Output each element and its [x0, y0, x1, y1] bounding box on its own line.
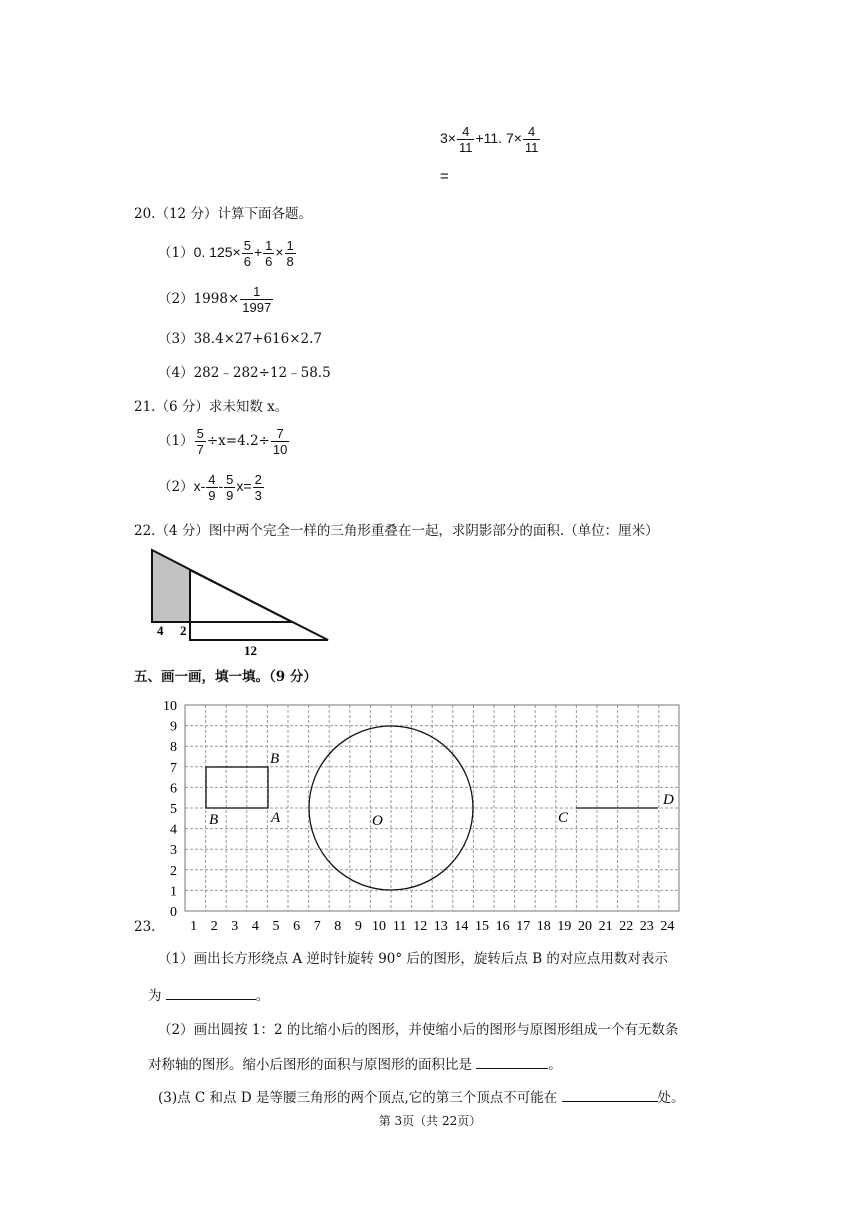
x-tick-label: 3	[231, 919, 239, 934]
x-axis-labels	[190, 919, 674, 934]
label-12: 12	[244, 643, 257, 658]
label-d: D	[663, 792, 674, 808]
y-tick-label: 8	[170, 740, 177, 756]
y-tick-label: 7	[170, 760, 177, 776]
x-tick-label: 15	[475, 919, 489, 934]
answer-blank-2[interactable]	[476, 1054, 548, 1069]
q20-item-3: （3）38.4×27+616×2.7	[158, 331, 323, 347]
q23-sub3: (3)点 C 和点 D 是等腰三角形的两个顶点,它的第三个顶点不可能在 处。	[158, 1087, 685, 1107]
x-tick-label: 20	[578, 919, 592, 934]
y-tick-label: 6	[170, 781, 177, 797]
x-tick-label: 24	[660, 919, 675, 934]
x-tick-label: 21	[598, 919, 613, 934]
answer-blank-1[interactable]	[166, 985, 256, 1000]
x-tick-label: 16	[495, 919, 510, 934]
label-a: A	[271, 810, 281, 826]
q23-sub2-line2: 对称轴的图形。缩小后图形的面积与原图形的面积比是 。	[148, 1054, 562, 1074]
q21-header: 21.（6 分）求未知数 x。	[134, 399, 289, 415]
q21-item-2: （2）x- $\frac{4}{9}$ - $\frac{5}{9}$ x= $\frac{2}{3}$	[158, 472, 262, 503]
y-tick-label: 1	[170, 884, 177, 900]
x-tick-label: 9	[354, 919, 362, 934]
label-c: C	[558, 810, 569, 826]
q23-sub1-line1: （1）画出长方形绕点 A 逆时针旋转 90° 后的图形，旋转后点 B 的对应点用数对表示	[158, 951, 668, 967]
x-tick-label: 7	[313, 919, 321, 934]
x-tick-label: 17	[516, 919, 531, 934]
q21-item-1: （1） $\frac{5}{7}$ ÷x=4.2÷ $\frac{7}{10}$	[158, 426, 288, 457]
x-tick-label: 13	[433, 919, 448, 934]
y-tick-label: 5	[170, 802, 177, 817]
x-tick-label: 10	[372, 919, 386, 934]
x-tick-label: 4	[251, 919, 259, 934]
label-b-bottom: B	[209, 812, 219, 828]
x-tick-label: 1	[190, 919, 198, 934]
x-tick-label: 18	[536, 919, 551, 934]
y-tick-label: 9	[170, 719, 177, 735]
q20-item-2: （2）1998× $\frac{1}{1997}$	[158, 284, 272, 315]
q23-sub1-line2: 为 。	[148, 985, 269, 1005]
grid-figure	[150, 694, 700, 934]
y-tick-label: 4	[170, 822, 177, 838]
x-tick-label: 19	[557, 919, 572, 934]
x-tick-label: 2	[210, 919, 218, 934]
expr-part: +11. 7×	[475, 130, 522, 147]
triangle-2	[190, 570, 328, 640]
q20-header: 20.（12 分）计算下面各题。	[134, 206, 312, 222]
label-2: 2	[180, 623, 187, 638]
q20-item-4: （4）282﹣282÷12﹣58.5	[158, 365, 331, 381]
q20-item-1: （1）0. 125× $\frac{5}{6}$ + $\frac{1}{6}$ × $\frac{1}{8}$	[158, 238, 294, 269]
y-tick-label: 2	[170, 863, 177, 879]
x-tick-label: 6	[293, 919, 301, 934]
label-4: 4	[157, 623, 164, 638]
x-tick-label: 23	[639, 919, 654, 934]
q23-sub2-line1: （2）画出圆按 1：2 的比缩小后的图形，并使缩小后的图形与原图形组成一个有无数条	[158, 1022, 679, 1038]
answer-blank-3[interactable]	[562, 1087, 658, 1102]
top-expression	[440, 124, 541, 155]
q23-number: 23.	[134, 919, 156, 935]
label-b-top: B	[270, 751, 280, 767]
fraction: $\frac{4}{11}$	[524, 124, 539, 155]
x-tick-label: 14	[454, 919, 469, 934]
section-title: 五、画一画，填一填。（9 分）	[134, 669, 317, 685]
y-tick-label: 10	[163, 699, 177, 714]
fraction: $\frac{4}{11}$	[458, 124, 473, 155]
expr-part: 3×	[440, 130, 456, 147]
label-o: O	[372, 813, 383, 829]
page-footer: 第 3页（共 22页）	[378, 1114, 482, 1128]
x-tick-label: 12	[413, 919, 428, 934]
y-tick-label: 0	[170, 905, 177, 920]
x-tick-label: 5	[272, 919, 280, 934]
q22-header: 22.（4 分）图中两个完全一样的三角形重叠在一起，求阴影部分的面积.（单位：厘米）	[134, 523, 659, 539]
x-tick-label: 8	[334, 919, 342, 934]
y-axis-labels	[163, 699, 177, 920]
triangle-figure	[140, 544, 340, 660]
x-tick-label: 11	[392, 919, 407, 934]
equals-sign: =	[440, 168, 449, 185]
y-tick-label: 3	[170, 843, 177, 859]
x-tick-label: 22	[619, 919, 634, 934]
